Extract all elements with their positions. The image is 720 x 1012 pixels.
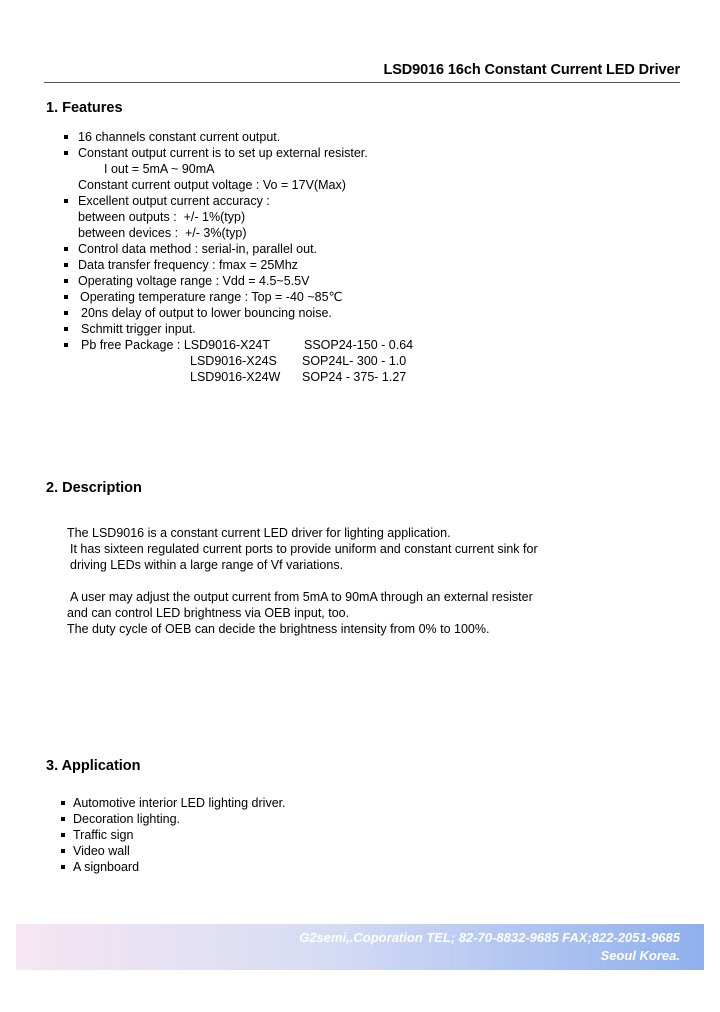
application-item: Decoration lighting. (73, 812, 181, 826)
description-line: The duty cycle of OEB can decide the brightness intensity from 0% to 100%. (67, 622, 490, 636)
package-line: Pb free Package : LSD9016-X24T (81, 338, 271, 352)
title-divider (44, 82, 680, 83)
feature-line: Schmitt trigger input. (81, 322, 196, 336)
bullet-icon (61, 817, 65, 821)
description-heading: 2. Description (46, 480, 142, 496)
bullet-icon (64, 247, 68, 251)
application-item: A signboard (73, 860, 140, 874)
feature-line: Operating voltage range : Vdd = 4.5~5.5V (78, 274, 310, 288)
feature-line: Control data method : serial-in, parallel out. (78, 242, 318, 256)
package-spec: SSOP24-150 - 0.64 (304, 338, 414, 352)
description-line: driving LEDs within a large range of Vf variations. (70, 558, 344, 572)
package-spec: SOP24L- 300 - 1.0 (302, 354, 407, 368)
bullet-icon (64, 279, 68, 283)
package-line: LSD9016-X24W (190, 370, 281, 384)
application-item: Automotive interior LED lighting driver. (73, 796, 286, 810)
footer-location: Seoul Korea. (600, 948, 680, 963)
features-heading: 1. Features (46, 100, 123, 116)
feature-line: Constant output current is to set up external resister. (78, 146, 368, 160)
bullet-icon (64, 311, 68, 315)
bullet-icon (64, 295, 68, 299)
bullet-icon (64, 263, 68, 267)
bullet-icon (64, 199, 68, 203)
bullet-icon (64, 135, 68, 139)
feature-line: Operating temperature range : Top = -40 ~85℃ (80, 290, 343, 304)
description-line: It has sixteen regulated current ports to provide uniform and constant current sink for (70, 542, 538, 556)
bullet-icon (61, 801, 65, 805)
feature-line: Excellent output current accuracy : (78, 194, 270, 208)
bullet-icon (64, 327, 68, 331)
document-title: LSD9016 16ch Constant Current LED Driver (383, 62, 680, 78)
feature-line: I out = 5mA ~ 90mA (104, 162, 215, 176)
bullet-icon (64, 343, 68, 347)
footer-band (16, 924, 704, 970)
description-line: and can control LED brightness via OEB input, too. (67, 606, 350, 620)
bullet-icon (61, 849, 65, 853)
feature-line: Constant current output voltage : Vo = 17V(Max) (78, 178, 346, 192)
application-item: Traffic sign (73, 828, 134, 842)
feature-line: between outputs : +/- 1%(typ) (78, 210, 246, 224)
bullet-icon (61, 865, 65, 869)
feature-line: 20ns delay of output to lower bouncing noise. (81, 306, 332, 320)
footer-company-contact: G2semi,.Coporation TEL; 82-70-8832-9685 FAX;822-2051-9685 (299, 930, 680, 945)
package-line: LSD9016-X24S (190, 354, 277, 368)
description-line: The LSD9016 is a constant current LED driver for lighting application. (67, 526, 451, 540)
description-line: A user may adjust the output current from 5mA to 90mA through an external resister (70, 590, 533, 604)
bullet-icon (64, 151, 68, 155)
package-spec: SOP24 - 375- 1.27 (302, 370, 407, 384)
bullet-icon (61, 833, 65, 837)
feature-line: between devices : +/- 3%(typ) (78, 226, 247, 240)
application-item: Video wall (73, 844, 130, 858)
feature-line: Data transfer frequency : fmax = 25Mhz (78, 258, 298, 272)
application-heading: 3. Application (46, 758, 141, 774)
feature-line: 16 channels constant current output. (78, 130, 281, 144)
